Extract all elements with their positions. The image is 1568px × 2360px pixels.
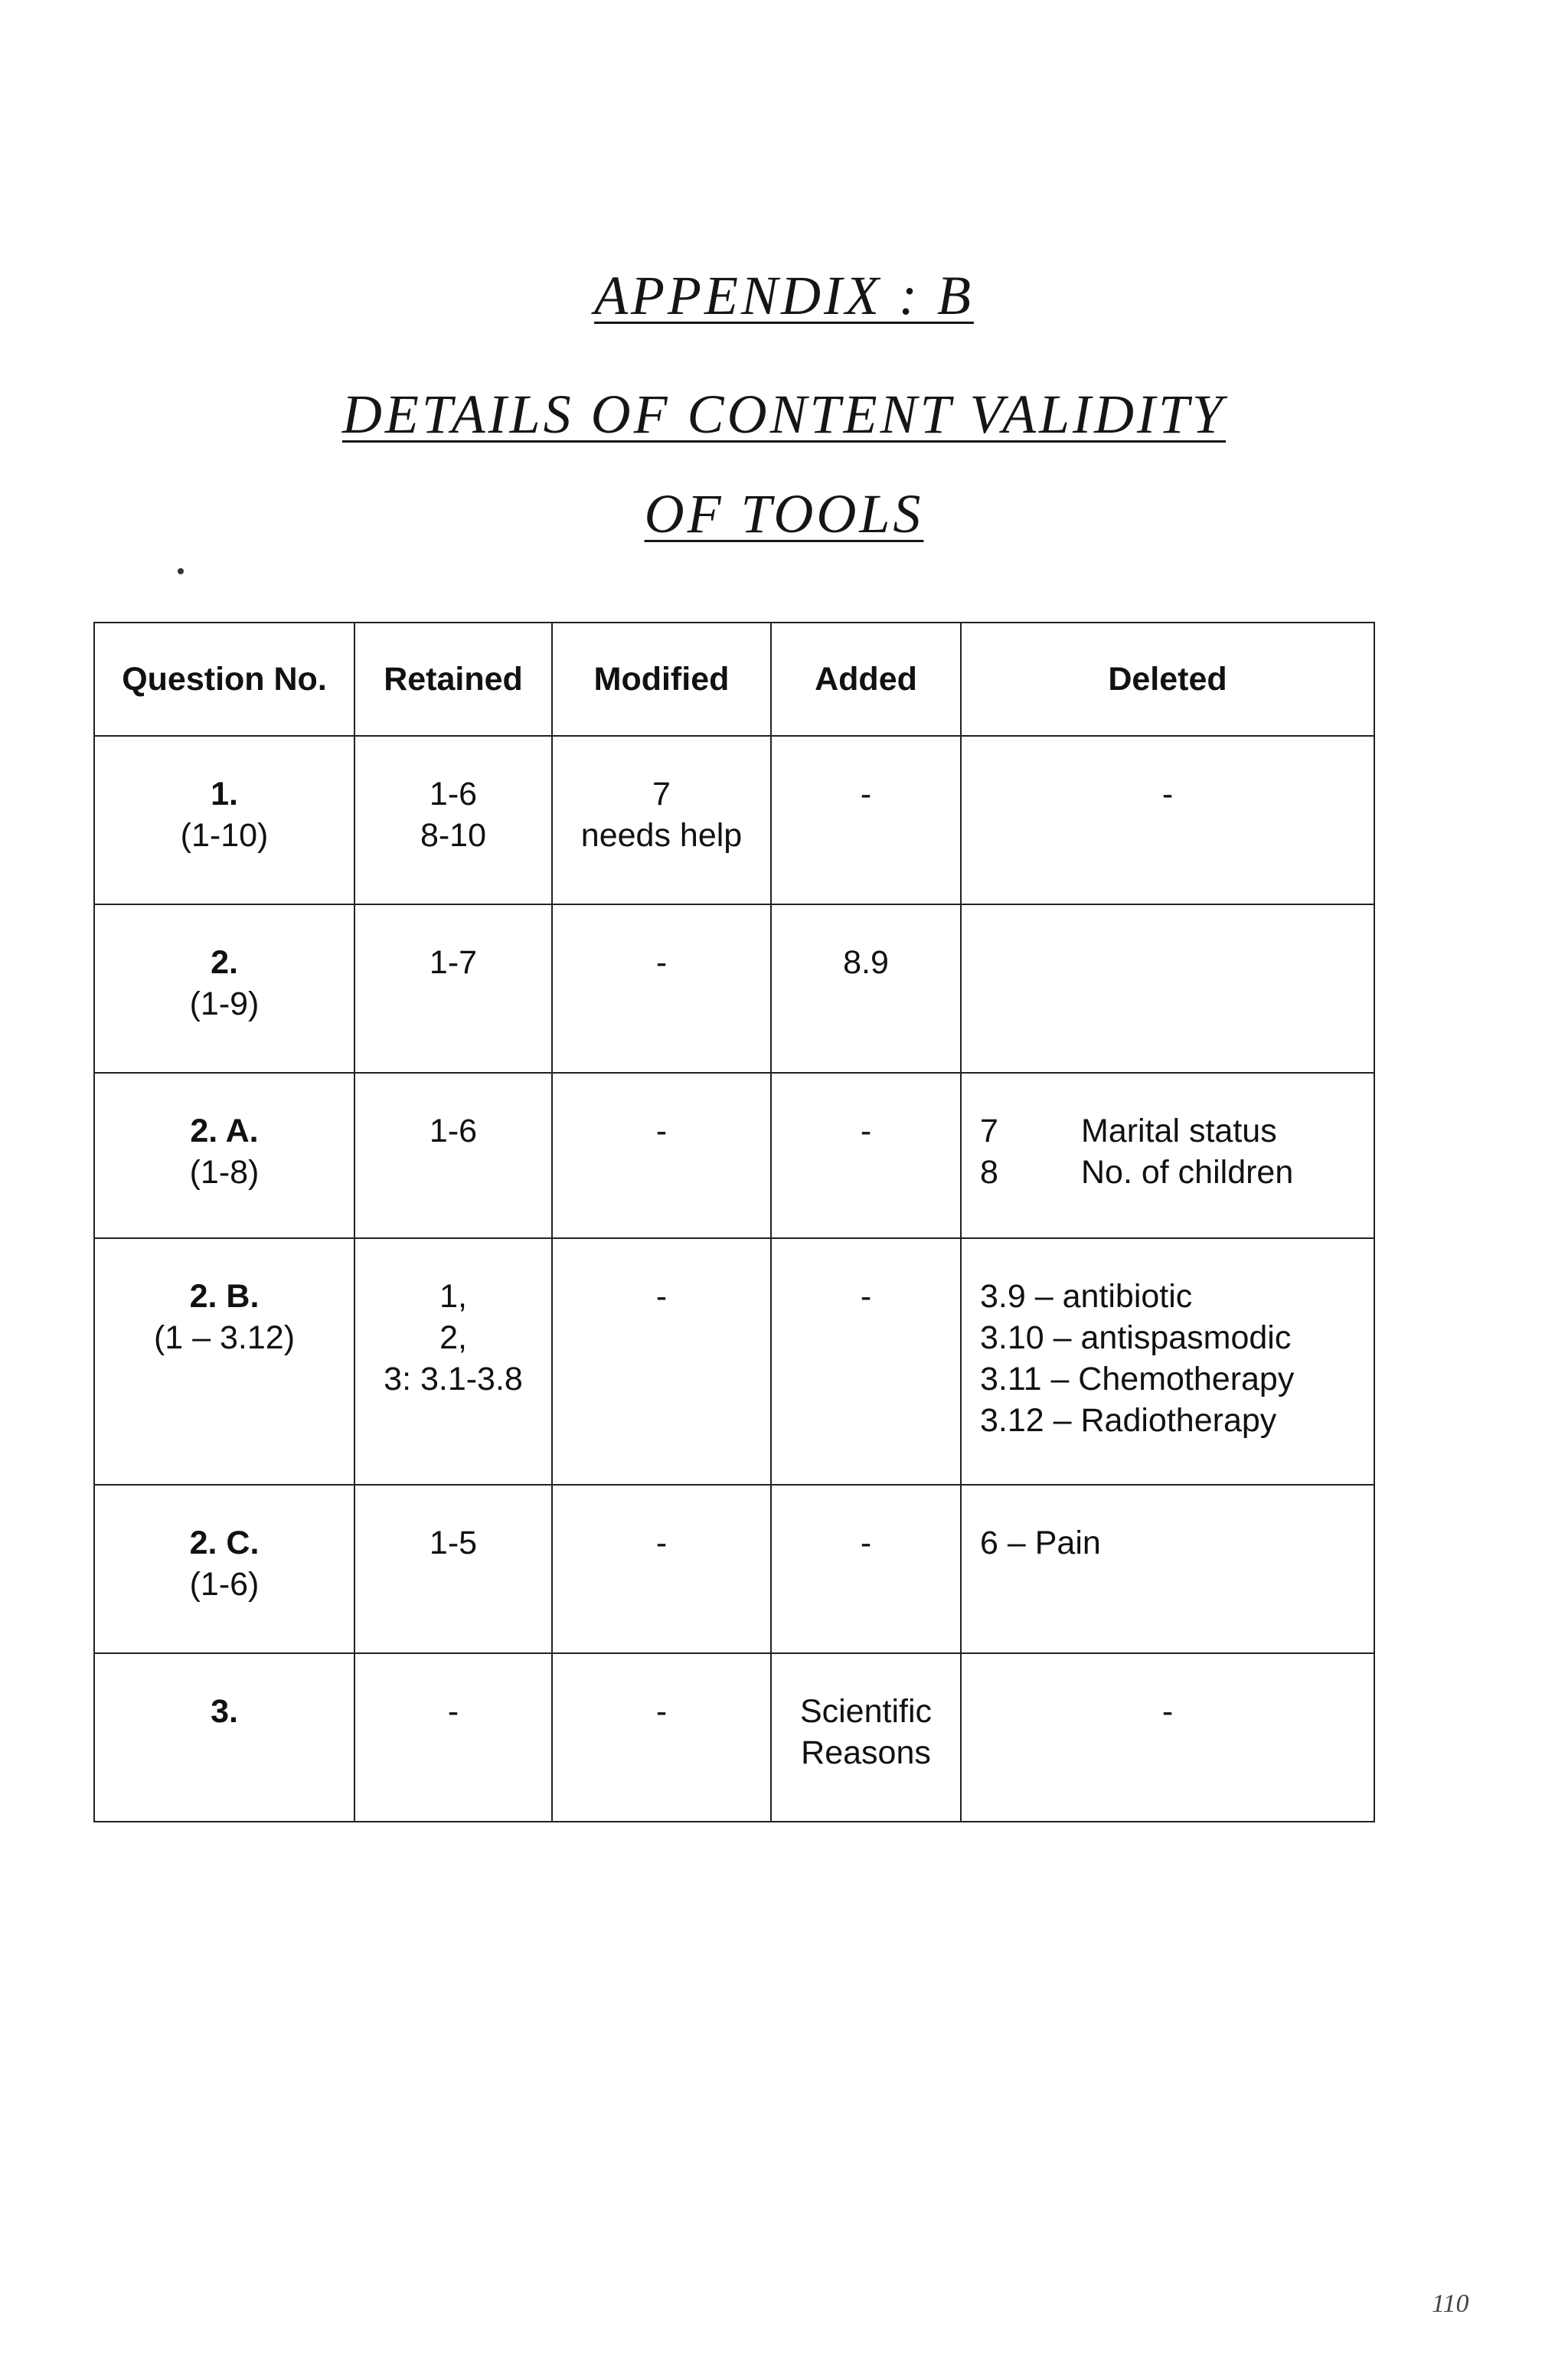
appendix-subtitle-line1: DETAILS OF CONTENT VALIDITY <box>341 384 1227 445</box>
cell-retained <box>354 1073 552 1238</box>
cell-retained <box>354 1238 552 1485</box>
question-number: 2. B. <box>189 1278 260 1315</box>
cell-retained <box>354 1653 552 1822</box>
question-number: 2. <box>211 944 238 981</box>
retained-value: - <box>447 1693 459 1730</box>
deleted-value: 3.12 – Radiotherapy <box>980 1402 1277 1439</box>
retained-value: 8-10 <box>420 817 487 854</box>
added-value: 8.9 <box>843 944 889 981</box>
retained-value: 1, <box>439 1278 467 1315</box>
question-number: 1. <box>211 776 238 812</box>
deleted-item-number: 8 <box>980 1154 998 1191</box>
cell-question-no <box>94 736 354 904</box>
appendix-subtitle-line2: OF TOOLS <box>644 483 924 544</box>
retained-value: 3: 3.1-3.8 <box>384 1361 523 1397</box>
cell-retained <box>354 904 552 1073</box>
cell-question-no <box>94 1485 354 1653</box>
table-row <box>94 1485 1374 1653</box>
cell-added <box>771 1653 961 1822</box>
deleted-value: 3.9 – antibiotic <box>980 1278 1193 1315</box>
question-range: (1 – 3.12) <box>153 1319 296 1356</box>
modified-value: - <box>655 1278 668 1315</box>
deleted-item <box>980 1110 1374 1152</box>
deleted-item-text: No. of children <box>1081 1154 1294 1191</box>
header-added: Added <box>771 623 961 736</box>
cell-added <box>771 1073 961 1238</box>
deleted-value: - <box>1161 1693 1174 1730</box>
deleted-value: 3.10 – antispasmodic <box>980 1319 1292 1356</box>
deleted-value: 6 – Pain <box>980 1525 1101 1561</box>
retained-value: 1-7 <box>429 944 478 981</box>
cell-question-no <box>94 904 354 1073</box>
cell-retained <box>354 1485 552 1653</box>
cell-deleted <box>961 904 1374 1073</box>
deleted-item-number: 7 <box>980 1113 998 1149</box>
cell-added <box>771 1238 961 1485</box>
retained-value: 1-6 <box>429 776 478 812</box>
question-range: (1-6) <box>189 1566 260 1603</box>
cell-deleted <box>961 1653 1374 1822</box>
header-deleted: Deleted <box>961 623 1374 736</box>
cell-modified <box>552 904 771 1073</box>
modified-value: - <box>655 1525 668 1561</box>
question-range: (1-8) <box>189 1154 260 1191</box>
added-value: - <box>860 1525 872 1561</box>
cell-modified <box>552 1485 771 1653</box>
question-number: 2. A. <box>190 1113 259 1149</box>
table-row <box>94 1653 1374 1822</box>
cell-deleted <box>961 1238 1374 1485</box>
retained-value: 2, <box>439 1319 467 1356</box>
stray-mark <box>178 568 184 574</box>
deleted-value: 3.11 – Chemotherapy <box>980 1361 1295 1397</box>
added-value: - <box>860 1113 872 1149</box>
appendix-title: APPENDIX : B <box>594 265 974 326</box>
cell-deleted <box>961 736 1374 904</box>
added-value: Reasons <box>801 1734 931 1771</box>
modified-value: needs help <box>580 817 743 854</box>
added-value: - <box>860 1278 872 1315</box>
page-number: 110 <box>1432 2290 1469 2318</box>
question-range: (1-9) <box>189 986 260 1022</box>
cell-added <box>771 1485 961 1653</box>
modified-value: - <box>655 1113 668 1149</box>
cell-question-no <box>94 1653 354 1822</box>
table-header-row <box>94 623 1374 736</box>
cell-modified <box>552 1653 771 1822</box>
cell-added <box>771 736 961 904</box>
table-row <box>94 904 1374 1073</box>
deleted-item <box>980 1152 1374 1193</box>
added-value: Scientific <box>799 1693 933 1730</box>
question-number: 3. <box>211 1693 238 1730</box>
table-row <box>94 1073 1374 1238</box>
deleted-item-text: Marital status <box>1081 1113 1277 1149</box>
cell-question-no <box>94 1073 354 1238</box>
cell-deleted <box>961 1073 1374 1238</box>
table-row <box>94 736 1374 904</box>
question-number: 2. C. <box>189 1525 260 1561</box>
question-range: (1-10) <box>180 817 269 854</box>
cell-modified <box>552 1073 771 1238</box>
modified-value: 7 <box>652 776 671 812</box>
deleted-value: - <box>1161 776 1174 812</box>
retained-value: 1-5 <box>429 1525 478 1561</box>
retained-value: 1-6 <box>429 1113 478 1149</box>
modified-value: - <box>655 944 668 981</box>
cell-question-no <box>94 1238 354 1485</box>
cell-modified <box>552 1238 771 1485</box>
content-validity-table <box>93 622 1375 1822</box>
cell-modified <box>552 736 771 904</box>
cell-retained <box>354 736 552 904</box>
header-question-no: Question No. <box>94 623 354 736</box>
header-modified: Modified <box>552 623 771 736</box>
table-row <box>94 1238 1374 1485</box>
cell-deleted <box>961 1485 1374 1653</box>
header-retained: Retained <box>354 623 552 736</box>
modified-value: - <box>655 1693 668 1730</box>
cell-added <box>771 904 961 1073</box>
added-value: - <box>860 776 872 812</box>
